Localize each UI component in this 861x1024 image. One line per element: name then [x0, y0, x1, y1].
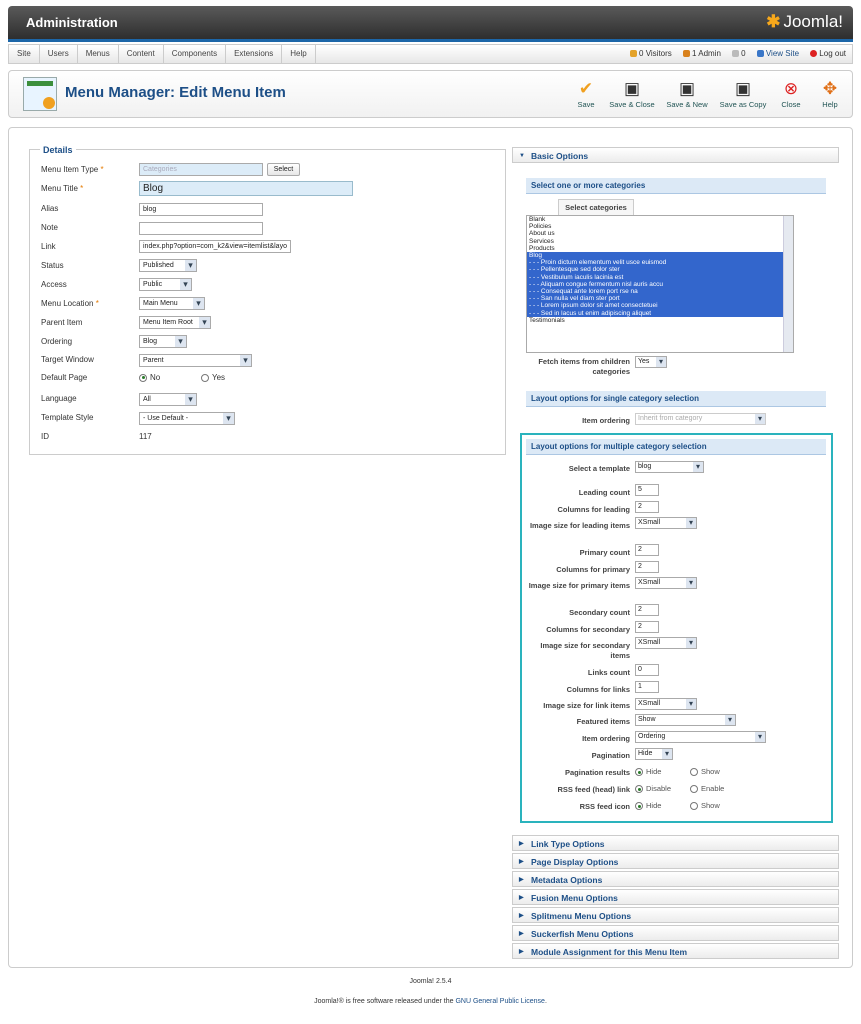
- category-option[interactable]: - - - Vestibulum iaculis lacinia est: [527, 274, 793, 281]
- visitors-status: 0 Visitors: [630, 49, 672, 58]
- menu-extensions[interactable]: Extensions: [226, 45, 282, 63]
- options-column: [512, 147, 839, 165]
- page-title: Menu Manager: Edit Menu Item: [65, 84, 286, 101]
- joomla-logo-icon: ✱: [766, 12, 781, 31]
- primary-count-input[interactable]: 2: [635, 544, 659, 556]
- mail-icon: [732, 50, 739, 57]
- details-fieldset: [29, 145, 506, 455]
- links-count-input[interactable]: 0: [635, 664, 659, 676]
- save-copy-icon: ▣: [734, 79, 752, 98]
- admin-title: Administration: [26, 15, 118, 30]
- alias-input[interactable]: blog: [139, 203, 263, 216]
- ordering-select[interactable]: Blog ▾: [139, 335, 187, 348]
- radio-icon: [635, 768, 643, 776]
- img-primary-label: Image size for primary items: [528, 581, 630, 590]
- single-item-ordering-label: Item ordering: [582, 416, 630, 425]
- pagination-results-hide[interactable]: Hide: [635, 767, 661, 776]
- select-categories-tab[interactable]: Select categories: [558, 199, 634, 215]
- img-links-select[interactable]: XSmall ▾: [635, 698, 697, 710]
- columns-links-input[interactable]: 1: [635, 681, 659, 693]
- rss-icon-label: RSS feed icon: [579, 802, 630, 811]
- featured-items-label: Featured items: [576, 717, 630, 726]
- template-select[interactable]: blog ▾: [635, 461, 704, 473]
- label-template-style: Template Style: [41, 413, 94, 422]
- close-button[interactable]: ⊗ Close: [764, 78, 818, 109]
- secondary-count-input[interactable]: 2: [635, 604, 659, 616]
- label-menu-location: Menu Location *: [41, 299, 99, 308]
- label-status: Status: [41, 261, 64, 270]
- parent-item-select[interactable]: Menu Item Root ▾: [139, 316, 211, 329]
- listbox-scrollbar[interactable]: [783, 216, 793, 352]
- columns-secondary-input[interactable]: 2: [635, 621, 659, 633]
- save-button[interactable]: ✔ Save: [559, 78, 613, 109]
- access-select[interactable]: Public ▾: [139, 278, 192, 291]
- categories-header: Select one or more categories: [526, 178, 826, 194]
- category-option[interactable]: Products: [529, 244, 555, 252]
- status-select[interactable]: Published ▾: [139, 259, 197, 272]
- img-leading-select[interactable]: XSmall ▾: [635, 517, 697, 529]
- single-item-ordering-select: Inherit from category ▾: [635, 413, 766, 425]
- pagination-results-label: Pagination results: [564, 768, 630, 777]
- template-style-select[interactable]: - Use Default - ▾: [139, 412, 235, 425]
- admin-status: 1 Admin: [683, 49, 721, 58]
- label-menu-item-type: Menu Item Type *: [41, 165, 104, 174]
- logout-link[interactable]: Log out: [810, 49, 846, 58]
- links-count-label: Links count: [587, 668, 630, 677]
- menu-components[interactable]: Components: [164, 45, 226, 63]
- label-note: Note: [41, 223, 58, 232]
- radio-icon: [690, 802, 698, 810]
- multi-category-header: Layout options for multiple category selection: [526, 439, 826, 455]
- primary-count-label: Primary count: [579, 548, 630, 557]
- item-ordering-label: Item ordering: [582, 734, 630, 743]
- pagination-label: Pagination: [591, 751, 630, 760]
- panel-metadata-options[interactable]: ▶ Metadata Options: [512, 871, 839, 887]
- label-parent-item: Parent Item: [41, 318, 83, 327]
- leading-count-label: Leading count: [578, 488, 630, 497]
- category-option[interactable]: About us: [529, 230, 555, 238]
- columns-leading-input[interactable]: 2: [635, 501, 659, 513]
- admin-icon: [683, 50, 690, 57]
- help-button[interactable]: ✥ Help: [803, 78, 857, 109]
- radio-icon: [690, 768, 698, 776]
- img-links-label: Image size for link items: [543, 701, 630, 710]
- rss-link-disable[interactable]: Disable: [635, 784, 671, 793]
- menu-users[interactable]: Users: [40, 45, 78, 63]
- featured-items-select[interactable]: Show ▾: [635, 714, 736, 726]
- logout-icon: [810, 50, 817, 57]
- radio-icon: [635, 802, 643, 810]
- admin-header: [8, 6, 853, 42]
- panel-fusion-menu-options[interactable]: ▶ Fusion Menu Options: [512, 889, 839, 905]
- save-new-button[interactable]: ▣ Save & New: [660, 78, 714, 109]
- category-option[interactable]: - - - Pellentesque sed dolor ster: [527, 266, 793, 273]
- leading-count-input[interactable]: 5: [635, 484, 659, 496]
- language-select[interactable]: All ▾: [139, 393, 197, 406]
- fetch-children-select[interactable]: Yes ▾: [635, 356, 667, 368]
- save-close-icon: ▣: [623, 79, 641, 98]
- img-leading-label: Image size for leading items: [529, 521, 630, 530]
- pagination-select[interactable]: Hide ▾: [635, 748, 673, 760]
- close-icon: ⊗: [783, 79, 799, 98]
- columns-links-label: Columns for links: [566, 685, 630, 694]
- img-secondary-label: Image size for secondary items: [540, 641, 630, 660]
- panel-splitmenu-options[interactable]: ▶ Splitmenu Menu Options: [512, 907, 839, 923]
- basic-options-panel-header[interactable]: ▼ Basic Options: [512, 147, 839, 163]
- rss-link-label: RSS feed (head) link: [557, 785, 630, 794]
- default-page-no[interactable]: No: [139, 371, 160, 385]
- category-option[interactable]: - - - Sed in lacus ut enim adipiscing aliquet: [527, 310, 793, 317]
- radio-icon: [139, 374, 147, 382]
- label-target-window: Target Window: [41, 355, 94, 364]
- label-id: ID: [41, 432, 49, 441]
- single-category-header: Layout options for single category selection: [526, 391, 826, 407]
- id-value: 117: [139, 432, 152, 441]
- category-option[interactable]: Testimonials: [529, 316, 565, 324]
- category-option[interactable]: - - - Lorem ipsum dolor sit amet consectetuei: [527, 302, 793, 309]
- template-label: Select a template: [568, 464, 630, 473]
- menu-menus[interactable]: Menus: [78, 45, 119, 63]
- status-area: [621, 45, 846, 63]
- toolbar: [8, 70, 853, 118]
- footer-license: Joomla!® is free software released under the GNU General Public License.: [314, 998, 547, 1005]
- img-primary-select[interactable]: XSmall ▾: [635, 577, 697, 589]
- joomla-logo-text: Joomla!: [783, 12, 843, 31]
- pagination-results-show[interactable]: Show: [690, 767, 720, 776]
- radio-icon: [690, 785, 698, 793]
- check-icon: ✔: [578, 79, 594, 98]
- rss-link-enable[interactable]: Enable: [690, 784, 724, 793]
- category-option[interactable]: Services: [529, 237, 554, 245]
- label-default-page: Default Page: [41, 373, 88, 382]
- columns-primary-label: Columns for primary: [556, 565, 630, 574]
- details-legend: Details: [40, 145, 76, 155]
- item-ordering-select[interactable]: Ordering ▾: [635, 731, 766, 743]
- category-option[interactable]: Blank: [529, 216, 546, 223]
- label-alias: Alias: [41, 204, 59, 213]
- categories-listbox[interactable]: [526, 215, 794, 353]
- link-input[interactable]: index.php?option=com_k2&view=itemlist&layo: [139, 240, 291, 253]
- save-close-button[interactable]: ▣ Save & Close: [605, 78, 659, 109]
- panel-module-assignment[interactable]: ▶ Module Assignment for this Menu Item: [512, 943, 839, 959]
- radio-icon: [635, 785, 643, 793]
- target-window-select[interactable]: Parent ▾: [139, 354, 252, 367]
- label-access: Access: [41, 280, 67, 289]
- category-option[interactable]: Blog: [527, 252, 793, 259]
- img-secondary-select[interactable]: XSmall ▾: [635, 637, 697, 649]
- admin-menubar: [8, 44, 853, 64]
- columns-primary-input[interactable]: 2: [635, 561, 659, 573]
- default-page-yes[interactable]: Yes: [201, 371, 225, 385]
- monitor-icon: [757, 50, 764, 57]
- columns-secondary-label: Columns for secondary: [546, 625, 630, 634]
- joomla-logo[interactable]: [766, 12, 843, 32]
- save-copy-button[interactable]: ▣ Save as Copy: [716, 78, 770, 109]
- label-link: Link: [41, 242, 56, 251]
- menu-manager-icon: [23, 77, 57, 111]
- note-input[interactable]: [139, 222, 263, 235]
- menu-site[interactable]: Site: [9, 45, 40, 63]
- rss-icon-show[interactable]: Show: [690, 801, 720, 810]
- menu-content[interactable]: Content: [119, 45, 164, 63]
- menu-item-type-field: Categories: [139, 163, 263, 176]
- rss-icon-hide[interactable]: Hide: [635, 801, 661, 810]
- category-option[interactable]: - - - Aliquam congue fermentum nisl auris accu: [527, 281, 793, 288]
- collapsed-panels: [512, 835, 839, 961]
- select-type-button[interactable]: Select: [267, 163, 300, 176]
- category-option[interactable]: - - - Consequat ante lorem port rse na: [527, 288, 793, 295]
- menu-location-select[interactable]: Main Menu ▾: [139, 297, 205, 310]
- category-option[interactable]: Policies: [529, 223, 552, 231]
- footer-version: Joomla! 2.5.4: [409, 978, 452, 985]
- secondary-count-label: Secondary count: [569, 608, 630, 617]
- menu-help[interactable]: Help: [282, 45, 315, 63]
- help-icon: ✥: [822, 79, 838, 98]
- label-ordering: Ordering: [41, 337, 73, 346]
- label-language: Language: [41, 394, 77, 403]
- columns-leading-label: Columns for leading: [557, 505, 630, 514]
- panel-page-display-options[interactable]: ▶ Page Display Options: [512, 853, 839, 869]
- fetch-children-label: Fetch items from children categories: [538, 357, 630, 376]
- radio-icon: [201, 374, 209, 382]
- view-site-link[interactable]: View Site: [757, 49, 799, 58]
- visitors-icon: [630, 50, 637, 57]
- label-menu-title: Menu Title *: [41, 184, 84, 193]
- gpl-link[interactable]: GNU General Public License: [455, 998, 545, 1005]
- menu-title-input[interactable]: Blog: [139, 181, 353, 196]
- category-option[interactable]: - - - Proin dictum elementum velit usce euismod: [527, 259, 793, 266]
- panel-suckerfish-options[interactable]: ▶ Suckerfish Menu Options: [512, 925, 839, 941]
- messages-status[interactable]: 0: [732, 49, 745, 58]
- save-new-icon: ▣: [678, 79, 696, 98]
- category-option[interactable]: - - - San nulla vel diam ster port: [527, 295, 793, 302]
- panel-link-type-options[interactable]: ▶ Link Type Options: [512, 835, 839, 851]
